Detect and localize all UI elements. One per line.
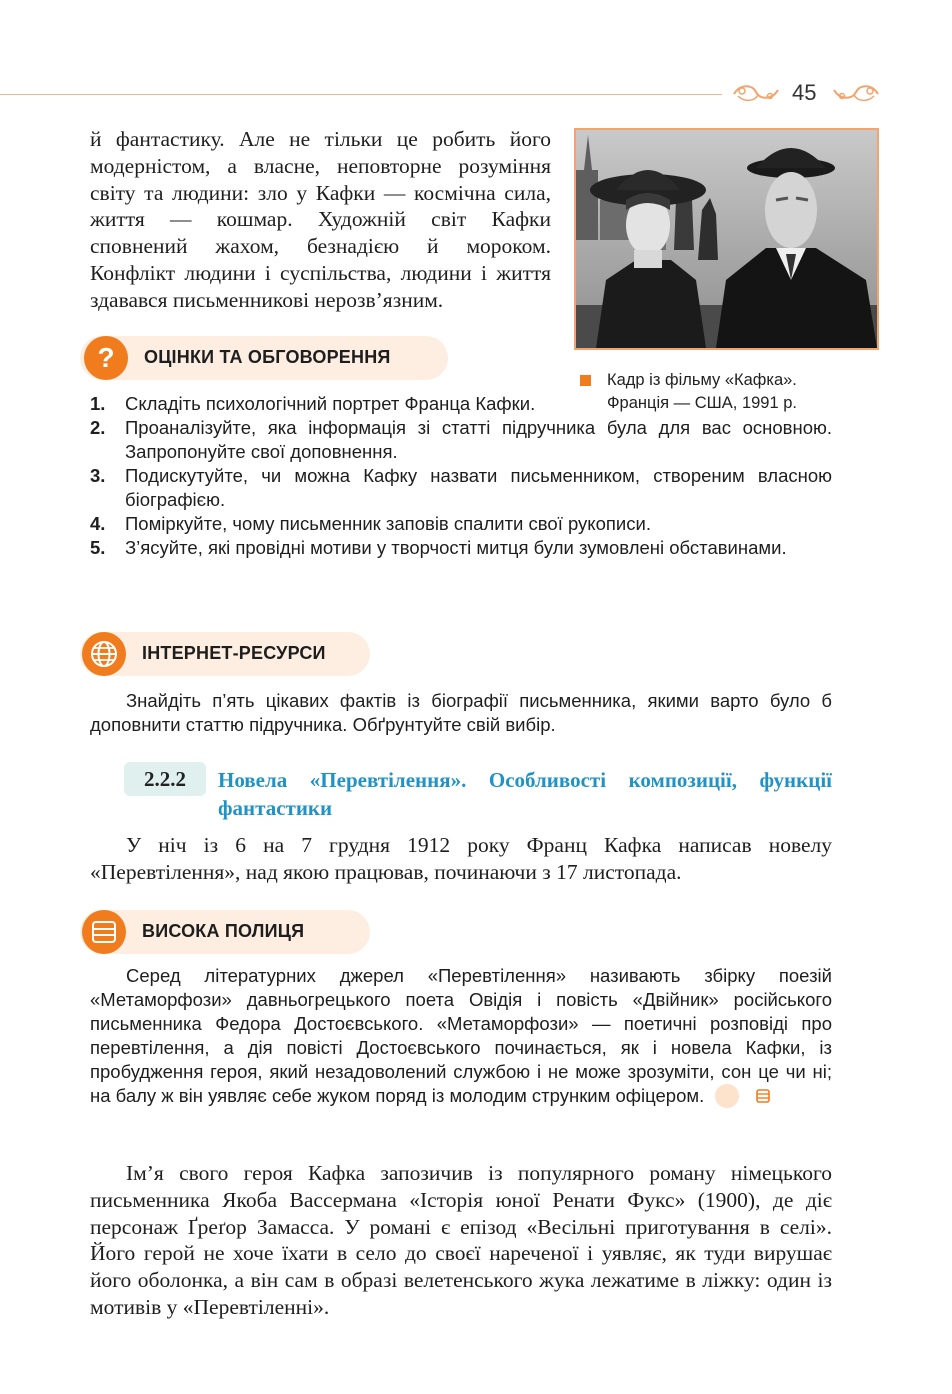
scroll-ornament-left-icon xyxy=(730,82,782,106)
film-still-image xyxy=(576,130,877,348)
discussion-list xyxy=(90,392,832,560)
shelf-heading: ВИСОКА ПОЛИЦЯ xyxy=(142,921,305,941)
list-item: 1. Складіть психологічний портрет Франца Кафки. xyxy=(90,393,536,414)
discussion-heading: ОЦІНКИ ТА ОБГОВОРЕННЯ xyxy=(144,347,391,367)
film-still-photo xyxy=(574,128,879,350)
caption-line-2: Франція — США, 1991 р. xyxy=(607,394,797,412)
scroll-ornament-right-icon xyxy=(830,82,882,106)
caption-line-1: Кадр із фільму «Кафка». xyxy=(607,371,797,389)
shelf-text: Серед літературних джерел «Перевтілення» називають збірку поезій «Метаморфози» давньогрецького поета Овідія і повість «Двійник» російського письменника Федора Достоєвського. «Метаморфози» — поетичні розповіді про перевтілення, а дія повісті Достоєвського починається, як і новела Кафки, із пробудження героя, який незадоволений службою і не може зрозуміти, сон це чи ні; на балу ж він уявляє себе жуком поряд із молодим струнким офіцером. xyxy=(90,964,832,1109)
bookshelf-icon xyxy=(82,910,126,954)
list-item: 5. З’ясуйте, які провідні мотиви у творчості митця були зумовлені обставинами. xyxy=(90,537,787,558)
globe-icon xyxy=(82,632,126,676)
header-rule xyxy=(0,94,722,95)
list-item: 4. Поміркуйте, чому письменник заповів спалити свої рукописи. xyxy=(90,513,651,534)
question-icon: ? xyxy=(84,336,128,380)
section-paragraph: У ніч із 6 на 7 грудня 1912 року Франц Кафка написав новелу «Перевтілення», над якою працював, починаючи з 17 листопада. xyxy=(90,833,832,884)
internet-heading: ІНТЕРНЕТ-РЕСУРСИ xyxy=(142,643,326,663)
intro-paragraph: й фантастику. Але не тільки це робить його модерністом, а власне, неповторне розуміння світу та людини: зло у Кафки — космічна сила, життя — кошмар. Художній світ Кафки сповнений жахом, безнадією й мороком. Конфлікт людини і суспільства, людини і життя здавався письменникові нерозв’язним. xyxy=(90,127,551,312)
section-title: Новела «Перевтілення». Особливості композиції, функції фантастики xyxy=(218,768,832,820)
bookshelf-end-icon xyxy=(715,1084,739,1108)
closing-paragraph: Ім’я свого героя Кафка запозичив із популярного роману німецького письменника Якоба Вассермана «Історія юної Ренати Фукс» (1900), де діє персонаж Ґреґор Замасса. У романі є епізод «Весільні приготування в селі». Його герой не хоче їхати в село до своєї нареченої і уявляє, як туди вирушає його оболонка, а він сам в образі велетенського жука лежатиме в ліжку: один із мотивів у «Перевтіленні». xyxy=(90,1161,832,1319)
internet-text: Знайдіть п’ять цікавих фактів із біографії письменника, якими варто було б доповнити статтю підручника. Обґрунтуйте свій вибір. xyxy=(90,690,832,735)
list-item: 2. Проаналізуйте, яка інформація зі статті підручника була для вас основною. Запропонуйте свої доповнення. xyxy=(90,417,832,462)
page-number: 45 xyxy=(792,80,817,105)
list-item: 3. Подискутуйте, чи можна Кафку назвати письменником, створеним власною біографією. xyxy=(90,465,832,510)
section-number: 2.2.2 xyxy=(124,762,206,796)
caption-bullet xyxy=(580,375,591,386)
